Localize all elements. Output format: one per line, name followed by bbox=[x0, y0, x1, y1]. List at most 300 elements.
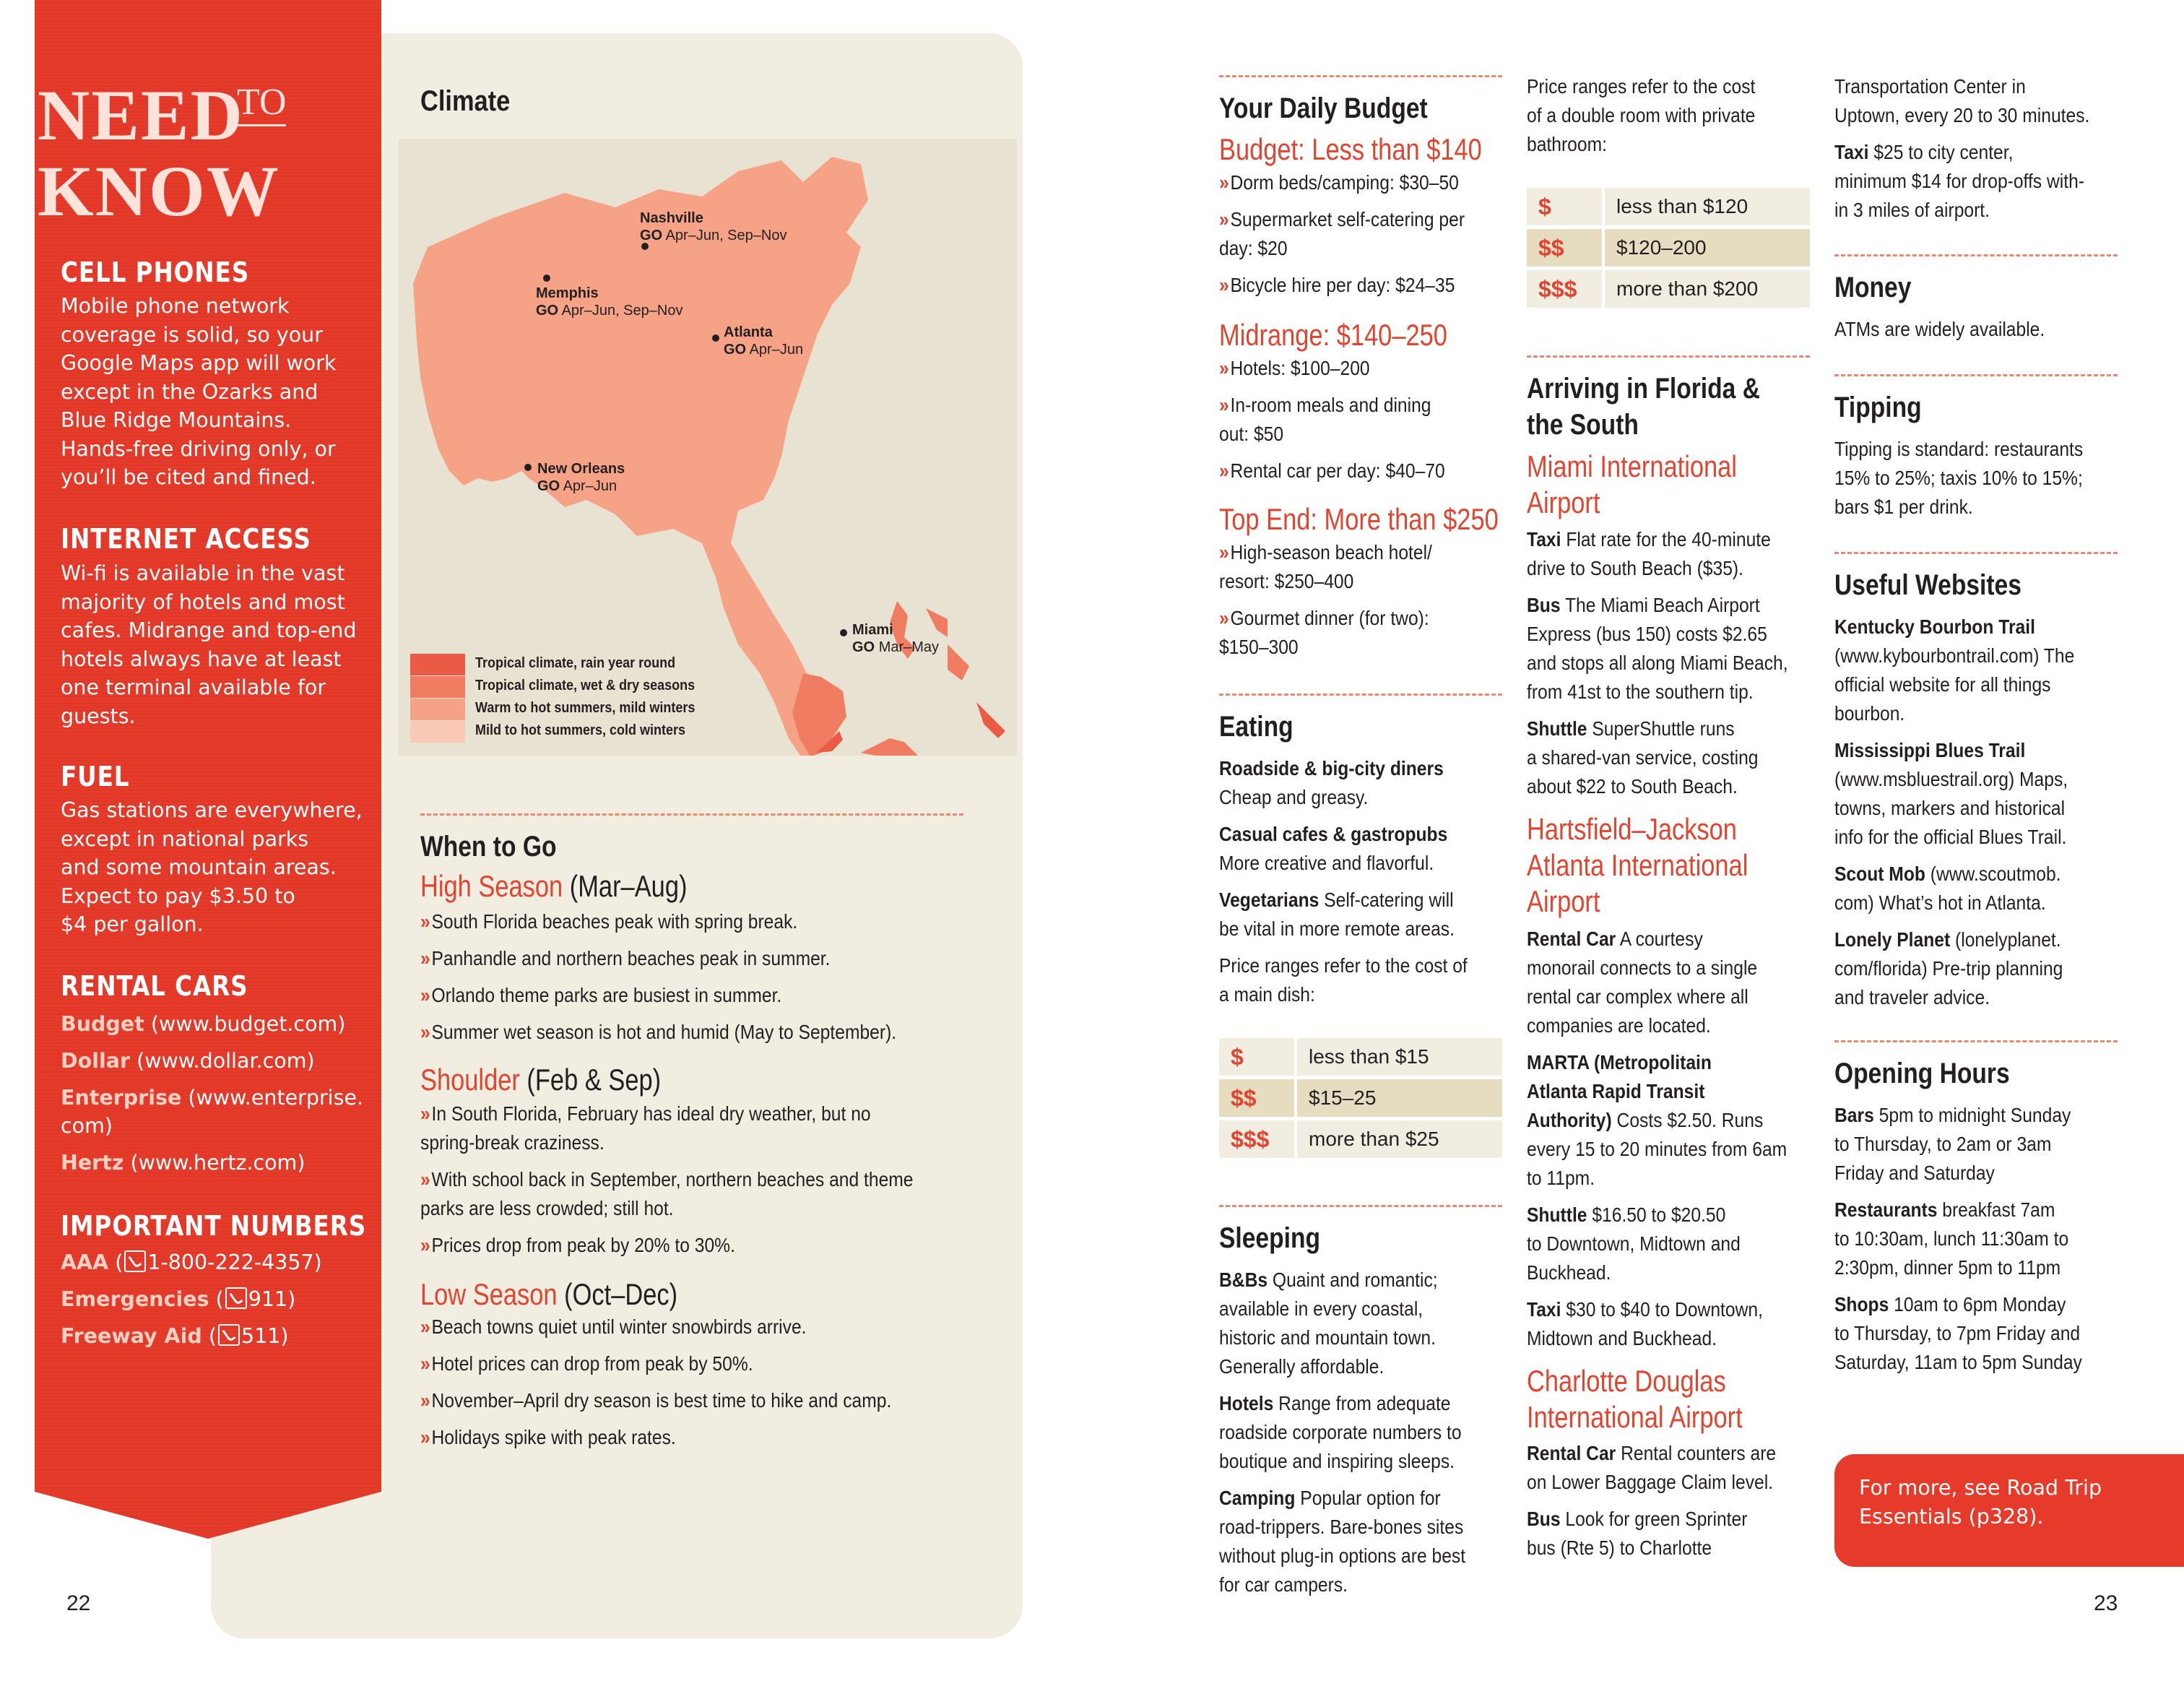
budget-lines-item bbox=[1219, 271, 1455, 300]
rental-car-item bbox=[61, 1149, 306, 1177]
vegetarians-text: Self-catering will bbox=[1319, 889, 1454, 911]
atl-lines-line bbox=[1527, 1106, 1763, 1135]
low-items-item bbox=[420, 1313, 807, 1341]
mid-lines-text: Rental car per day: $40–70 bbox=[1230, 459, 1445, 482]
top-lines-item bbox=[1219, 633, 1299, 662]
web-lines-text: com) What’s hot in Atlanta. bbox=[1834, 891, 2046, 914]
eating-price-note: Price ranges refer to the cost of bbox=[1219, 954, 1468, 977]
nashville-label: Nashville GO Apr–Jun, Sep–Nov bbox=[640, 210, 787, 243]
clt-lines-line bbox=[1527, 1505, 1747, 1534]
col4-top-line bbox=[1834, 101, 2089, 130]
clt-lines-text: Look for green Sprinter bbox=[1560, 1508, 1748, 1530]
atlanta-airport-title-line-3: Airport bbox=[1527, 884, 1600, 918]
price-symbol: $ bbox=[1219, 1038, 1294, 1076]
chevron-icon: » bbox=[420, 1168, 428, 1190]
atl-lines-line bbox=[1527, 1077, 1704, 1106]
hours-lines-bold: Shops bbox=[1834, 1293, 1889, 1315]
eating-item-bold: Roadside & big-city diners bbox=[1219, 757, 1444, 779]
mid-lines-item bbox=[1219, 391, 1431, 420]
hours-lines-line bbox=[1834, 1130, 2051, 1159]
divider bbox=[1834, 254, 2118, 256]
col4-top-line bbox=[1834, 196, 1990, 225]
phone-icon bbox=[218, 1324, 240, 1346]
rental-cars-heading: RENTAL CARS bbox=[61, 970, 248, 1002]
web-lines-line bbox=[1834, 641, 2074, 670]
sidebar-title-know: KNOW bbox=[38, 151, 280, 231]
room-note-line: Price ranges refer to the cost bbox=[1527, 75, 1756, 98]
top-lines-text: High-season beach hotel/ bbox=[1230, 541, 1432, 563]
rental-car-item bbox=[61, 1047, 315, 1076]
hours-lines-text: to Thursday, to 2am or 3am bbox=[1834, 1133, 2052, 1155]
page-number-right: 23 bbox=[2094, 1591, 2118, 1615]
chevron-icon: » bbox=[420, 984, 428, 1006]
hours-lines-line bbox=[1834, 1196, 2055, 1224]
sleeping-lines-bold: Hotels bbox=[1219, 1392, 1274, 1414]
web-lines-line bbox=[1834, 794, 2065, 823]
atlanta-dot bbox=[712, 334, 719, 342]
clt-lines-line bbox=[1527, 1468, 1773, 1497]
top-lines-item bbox=[1219, 538, 1432, 567]
miami-lines-text: from 41st to the southern tip. bbox=[1527, 680, 1754, 703]
budget-lines-text: Supermarket self-catering per bbox=[1230, 208, 1465, 230]
high-items-item bbox=[420, 907, 797, 936]
legend-swatch bbox=[410, 654, 465, 675]
cell-lines-line: you’ll be cited and fined. bbox=[61, 465, 316, 489]
internet-lines-line: majority of hotels and most bbox=[61, 589, 345, 614]
web-lines-bold: Kentucky Bourbon Trail bbox=[1834, 615, 2035, 638]
mid-lines-item bbox=[1219, 420, 1283, 449]
internet-lines-line: hotels always have at least bbox=[61, 647, 342, 671]
mid-lines-text: Hotels: $100–200 bbox=[1230, 357, 1370, 379]
internet-lines-line: guests. bbox=[61, 704, 136, 728]
high-items-item bbox=[420, 1018, 896, 1047]
fuel-lines-line: $4 per gallon. bbox=[61, 912, 204, 936]
hours-lines-text: to 10:30am, lunch 11:30am to bbox=[1834, 1227, 2069, 1250]
col4-top-bold: Taxi bbox=[1834, 141, 1869, 163]
important-number-name: Emergencies bbox=[61, 1287, 209, 1311]
high-items-text: Orlando theme parks are busiest in summer. bbox=[431, 984, 782, 1006]
chevron-icon: » bbox=[420, 1352, 428, 1375]
sleeping-title: Sleeping bbox=[1219, 1222, 1321, 1254]
atl-lines-text: monorail connects to a single bbox=[1527, 956, 1758, 979]
miami-dot bbox=[840, 629, 847, 636]
sleeping-lines-text: Generally affordable. bbox=[1219, 1355, 1384, 1378]
charlotte-airport-title-line-2: International Airport bbox=[1527, 1400, 1743, 1434]
tipping-title: Tipping bbox=[1834, 392, 1922, 423]
legend-label: Tropical climate, wet & dry seasons bbox=[475, 678, 696, 693]
miami-lines-text: Flat rate for the 40-minute bbox=[1561, 528, 1771, 550]
atl-lines-text: $16.50 to $20.50 bbox=[1587, 1204, 1726, 1226]
miami-lines-text: SuperShuttle runs bbox=[1587, 717, 1735, 740]
price-value: more than $200 bbox=[1605, 270, 1810, 308]
vegetarians-line-2: be vital in more remote areas. bbox=[1219, 917, 1455, 940]
price-symbol: $$ bbox=[1527, 229, 1602, 267]
miami-lines-line bbox=[1527, 743, 1758, 772]
hours-lines-text: 10am to 6pm Monday bbox=[1889, 1293, 2066, 1315]
divider bbox=[1219, 1205, 1502, 1207]
web-lines-text: (www.scoutmob. bbox=[1925, 863, 2061, 885]
web-lines-text: official website for all things bbox=[1834, 673, 2051, 696]
chevron-icon: » bbox=[1219, 171, 1227, 194]
hours-lines-bold: Bars bbox=[1834, 1104, 1874, 1126]
sleeping-lines-line bbox=[1219, 1352, 1384, 1381]
low-items-text: November–April dry season is best time to hike and camp. bbox=[431, 1389, 892, 1412]
web-lines-line bbox=[1834, 699, 1904, 728]
atl-lines-bold: Shuttle bbox=[1527, 1204, 1587, 1226]
atl-lines-text: Buckhead. bbox=[1527, 1261, 1611, 1284]
price-row bbox=[1219, 1079, 1502, 1117]
atlanta-label: Atlanta GO Apr–Jun bbox=[724, 324, 804, 358]
atl-lines-line bbox=[1527, 1295, 1763, 1324]
web-lines-line bbox=[1834, 670, 2050, 699]
miami-lines-bold: Taxi bbox=[1527, 528, 1561, 550]
miami-lines-line bbox=[1527, 772, 1738, 801]
chevron-icon: » bbox=[420, 910, 428, 933]
sleeping-lines-text: road-trippers. Bare-bones sites bbox=[1219, 1516, 1464, 1538]
phone-icon bbox=[124, 1250, 146, 1272]
mid-lines-text: out: $50 bbox=[1219, 423, 1284, 445]
vegetarians-bold: Vegetarians bbox=[1219, 889, 1320, 911]
important-number-value: 911) bbox=[248, 1287, 296, 1311]
miami-airport-title-line-2: Airport bbox=[1527, 485, 1600, 519]
internet-lines-line: cafes. Midrange and top-end bbox=[61, 618, 357, 642]
price-row bbox=[1527, 229, 1810, 267]
atl-lines-line bbox=[1527, 1164, 1595, 1193]
eating-title: Eating bbox=[1219, 711, 1294, 743]
mid-lines-item bbox=[1219, 457, 1445, 485]
cell-lines-line: Blue Ridge Mountains. bbox=[61, 408, 292, 432]
memphis-label: Memphis GO Apr–Jun, Sep–Nov bbox=[536, 285, 683, 319]
hours-lines-line bbox=[1834, 1159, 1995, 1188]
high-items-item bbox=[420, 944, 831, 973]
hours-lines-text: breakfast 7am bbox=[1937, 1198, 2055, 1221]
atl-lines-line bbox=[1527, 954, 1757, 982]
sidebar-title-need: NEED bbox=[38, 75, 244, 155]
top-lines-item bbox=[1219, 604, 1429, 633]
sleeping-lines-line bbox=[1219, 1447, 1455, 1476]
web-lines-line bbox=[1834, 613, 2035, 641]
web-lines-text: bourbon. bbox=[1834, 702, 1905, 725]
budget-lines-item bbox=[1219, 168, 1459, 197]
chevron-icon: » bbox=[420, 947, 428, 969]
cell-lines-line: coverage is solid, so your bbox=[61, 322, 323, 347]
atl-lines-bold: MARTA (Metropolitain bbox=[1527, 1051, 1712, 1073]
top-lines-text: Gourmet dinner (for two): bbox=[1230, 607, 1429, 629]
hours-lines-text: 5pm to midnight Sunday bbox=[1873, 1104, 2071, 1126]
sleeping-lines-text: Range from adequate bbox=[1273, 1392, 1451, 1414]
web-lines-text: info for the official Blues Trail. bbox=[1834, 826, 2067, 848]
rental-car-url: (www.budget.com) bbox=[144, 1012, 346, 1036]
page-number-left: 22 bbox=[66, 1591, 91, 1615]
shoulder-items-text: spring-break craziness. bbox=[420, 1131, 604, 1154]
hours-lines-line bbox=[1834, 1101, 2071, 1130]
price-row bbox=[1527, 188, 1810, 225]
miami-lines-line bbox=[1527, 620, 1767, 649]
col4-top-line bbox=[1834, 72, 2026, 101]
price-row bbox=[1219, 1120, 1502, 1158]
new-orleans-label: New Orleans GO Apr–Jun bbox=[537, 461, 625, 494]
shoulder-items-item bbox=[420, 1099, 871, 1128]
divider bbox=[1219, 693, 1502, 696]
miami-lines-bold: Bus bbox=[1527, 594, 1561, 616]
important-number-item bbox=[61, 1248, 322, 1277]
midrange-tier-title: Midrange: $140–250 bbox=[1219, 318, 1447, 352]
rental-car-url: (www.dollar.com) bbox=[130, 1049, 315, 1073]
chevron-icon: » bbox=[420, 1389, 428, 1412]
miami-airport-title-line-1: Miami International bbox=[1527, 449, 1737, 483]
low-items-text: Beach towns quiet until winter snowbirds arrive. bbox=[431, 1315, 807, 1338]
budget-tier-title: Budget: Less than $140 bbox=[1219, 132, 1482, 166]
sleeping-lines-text: available in every coastal, bbox=[1219, 1297, 1424, 1320]
chevron-icon: » bbox=[1219, 357, 1227, 379]
money-title: Money bbox=[1834, 272, 1912, 303]
clt-lines-text: bus (Rte 5) to Charlotte bbox=[1527, 1537, 1712, 1559]
rental-car-name: Enterprise bbox=[61, 1086, 182, 1110]
vegetarians-line bbox=[1219, 886, 1454, 915]
atl-lines-text: companies are located. bbox=[1527, 1014, 1711, 1037]
miami-lines-text: drive to South Beach ($35). bbox=[1527, 557, 1743, 579]
divider bbox=[420, 813, 963, 816]
miami-lines-line bbox=[1527, 714, 1735, 743]
important-number-name: AAA bbox=[61, 1250, 109, 1274]
tipping-line: bars $1 per drink. bbox=[1834, 496, 1973, 518]
chevron-icon: » bbox=[420, 1021, 428, 1043]
atl-lines-text: Midtown and Buckhead. bbox=[1527, 1327, 1717, 1349]
miami-lines-line bbox=[1527, 649, 1788, 678]
hours-lines-text: to Thursday, to 7pm Friday and bbox=[1834, 1322, 2081, 1344]
col4-top-text: in 3 miles of airport. bbox=[1834, 199, 1990, 221]
shoulder-items-text: In South Florida, February has ideal dry weather, but no bbox=[431, 1102, 871, 1125]
web-lines-text: (lonelyplanet. bbox=[1950, 928, 2061, 951]
web-lines-bold: Scout Mob bbox=[1834, 863, 1925, 885]
when-to-go-title: When to Go bbox=[420, 831, 557, 863]
price-value: less than $15 bbox=[1297, 1038, 1502, 1076]
price-value: $15–25 bbox=[1297, 1079, 1502, 1117]
sleeping-lines-line bbox=[1219, 1323, 1436, 1352]
top-lines-text: resort: $250–400 bbox=[1219, 570, 1354, 592]
tipping-line: 15% to 25%; taxis 10% to 15%; bbox=[1834, 467, 2083, 489]
shoulder-items-item bbox=[420, 1231, 735, 1260]
miami-lines-line bbox=[1527, 678, 1754, 706]
shoulder-items-text: parks are less crowded; still hot. bbox=[420, 1197, 674, 1219]
atl-lines-line bbox=[1527, 925, 1703, 954]
miami-lines-text: The Miami Beach Airport bbox=[1560, 594, 1760, 616]
atl-lines-bold: Authority) bbox=[1527, 1109, 1612, 1131]
miami-label: Miami GO Mar–May bbox=[852, 622, 940, 655]
arriving-title-line-1: Arriving in Florida & bbox=[1527, 373, 1760, 405]
sleeping-lines-line bbox=[1219, 1513, 1463, 1542]
web-lines-line bbox=[1834, 889, 2046, 917]
rental-car-item bbox=[61, 1112, 113, 1141]
sleeping-lines-bold: Camping bbox=[1219, 1487, 1296, 1509]
low-season-title: Low Season (Oct–Dec) bbox=[420, 1277, 678, 1311]
chevron-icon: » bbox=[1219, 274, 1227, 296]
rental-car-url: (www.hertz.com) bbox=[124, 1151, 306, 1175]
atl-lines-line bbox=[1527, 1011, 1711, 1040]
chevron-icon: » bbox=[420, 1426, 428, 1448]
rental-car-name: Hertz bbox=[61, 1151, 124, 1175]
sleeping-lines-text: boutique and inspiring sleeps. bbox=[1219, 1450, 1455, 1472]
hours-lines-bold: Restaurants bbox=[1834, 1198, 1938, 1221]
miami-lines-line bbox=[1527, 525, 1771, 554]
hours-lines-line bbox=[1834, 1224, 2068, 1253]
miami-lines-text: and stops all along Miami Beach, bbox=[1527, 652, 1788, 674]
important-number-paren: ( bbox=[202, 1324, 217, 1348]
cell-lines-line: Hands-free driving only, or bbox=[61, 436, 336, 461]
eating-item-bold: Casual cafes & gastropubs bbox=[1219, 823, 1448, 845]
miami-lines-text: about $22 to South Beach. bbox=[1527, 775, 1738, 798]
chevron-icon: » bbox=[1219, 208, 1227, 230]
road-trip-essentials-text: For more, see Road Trip Essentials (p328). bbox=[1859, 1476, 2102, 1529]
chevron-icon: » bbox=[1219, 541, 1227, 563]
daily-budget-title: Your Daily Budget bbox=[1219, 92, 1428, 124]
budget-lines-text: Dorm beds/camping: $30–50 bbox=[1230, 171, 1459, 194]
price-symbol: $$$ bbox=[1219, 1120, 1294, 1158]
clt-lines-bold: Bus bbox=[1527, 1508, 1561, 1530]
col4-top-text: minimum $14 for drop-offs with- bbox=[1834, 170, 2085, 192]
atl-lines-line bbox=[1527, 1135, 1787, 1164]
sleeping-lines-text: Popular option for bbox=[1295, 1487, 1441, 1509]
rental-car-url: com) bbox=[61, 1114, 113, 1138]
price-symbol: $$ bbox=[1219, 1079, 1294, 1117]
sleeping-lines-text: historic and mountain town. bbox=[1219, 1326, 1436, 1349]
shoulder-items-item bbox=[420, 1128, 604, 1157]
clt-lines-text: Rental counters are bbox=[1616, 1442, 1777, 1464]
sidebar-title-to: TO bbox=[237, 81, 286, 126]
room-note-line: of a double room with private bbox=[1527, 104, 1756, 126]
divider bbox=[1527, 355, 1810, 358]
climate-title: Climate bbox=[420, 85, 511, 117]
price-row bbox=[1219, 1038, 1502, 1076]
web-lines-text: and traveler advice. bbox=[1834, 986, 1990, 1008]
legend-label: Warm to hot summers, mild winters bbox=[475, 700, 696, 716]
fuel-lines-line: except in national parks bbox=[61, 826, 309, 851]
chevron-icon: » bbox=[1219, 394, 1227, 416]
rental-car-item bbox=[61, 1084, 363, 1112]
atl-lines-text: Costs $2.50. Runs bbox=[1611, 1109, 1764, 1131]
atl-lines-bold: Atlanta Rapid Transit bbox=[1527, 1080, 1705, 1102]
sleeping-lines-text: Quaint and romantic; bbox=[1268, 1269, 1438, 1291]
hours-lines-text: Friday and Saturday bbox=[1834, 1162, 1995, 1184]
opening-hours-title: Opening Hours bbox=[1834, 1058, 2010, 1089]
caribbean-islands-east bbox=[976, 702, 1005, 738]
atl-lines-text: to 11pm. bbox=[1527, 1167, 1595, 1189]
cell-lines-line: except in the Ozarks and bbox=[61, 379, 318, 404]
chevron-icon: » bbox=[1219, 459, 1227, 482]
important-number-item bbox=[61, 1285, 295, 1314]
fuel-lines-line: and some mountain areas. bbox=[61, 855, 337, 879]
internet-heading: INTERNET ACCESS bbox=[61, 523, 311, 555]
budget-lines-text: Bicycle hire per day: $24–35 bbox=[1230, 274, 1455, 296]
memphis-dot bbox=[543, 275, 550, 282]
atl-lines-text: every 15 to 20 minutes from 6am bbox=[1527, 1138, 1788, 1160]
sleeping-lines-line bbox=[1219, 1266, 1438, 1295]
mid-lines-item bbox=[1219, 354, 1370, 383]
web-lines-line bbox=[1834, 736, 2025, 765]
internet-lines-line: Wi-fi is available in the vast bbox=[61, 561, 345, 585]
sleeping-lines-text: without plug-in options are best bbox=[1219, 1544, 1466, 1567]
miami-lines-bold: Shuttle bbox=[1527, 717, 1587, 740]
high-items-item bbox=[420, 981, 781, 1010]
price-row bbox=[1527, 270, 1810, 308]
clt-lines-line bbox=[1527, 1534, 1712, 1563]
divider bbox=[1834, 374, 2118, 376]
chevron-icon: » bbox=[1219, 607, 1227, 629]
budget-lines-item bbox=[1219, 205, 1465, 234]
chevron-icon: » bbox=[420, 1102, 428, 1125]
important-number-paren: ( bbox=[108, 1250, 124, 1274]
useful-websites-title: Useful Websites bbox=[1834, 569, 2022, 601]
miami-lines-text: Express (bus 150) costs $2.65 bbox=[1527, 623, 1767, 645]
miami-lines-line bbox=[1527, 591, 1760, 620]
internet-lines-line: one terminal available for bbox=[61, 675, 326, 699]
eating-price-note: a main dish: bbox=[1219, 983, 1315, 1006]
top-end-tier-title: Top End: More than $250 bbox=[1219, 502, 1499, 536]
chevron-icon: » bbox=[420, 1315, 428, 1338]
fuel-lines-line: Gas stations are everywhere, bbox=[61, 798, 363, 822]
sleeping-lines-line bbox=[1219, 1570, 1348, 1599]
web-lines-text: (www.kybourbontrail.com) The bbox=[1834, 644, 2075, 667]
price-symbol: $ bbox=[1527, 188, 1602, 225]
sleeping-lines-line bbox=[1219, 1542, 1465, 1570]
cell-phones-heading: CELL PHONES bbox=[61, 256, 250, 288]
divider bbox=[1834, 552, 2118, 554]
rental-car-item bbox=[61, 1010, 345, 1039]
web-lines-line bbox=[1834, 925, 2061, 954]
sleeping-lines-line bbox=[1219, 1389, 1451, 1418]
hours-lines-text: Saturday, 11am to 5pm Sunday bbox=[1834, 1351, 2082, 1373]
atl-lines-text: A courtesy bbox=[1616, 928, 1703, 950]
shoulder-items-item bbox=[420, 1165, 914, 1194]
important-number-name: Freeway Aid bbox=[61, 1324, 202, 1348]
shoulder-items-text: Prices drop from peak by 20% to 30%. bbox=[431, 1234, 735, 1256]
hours-lines-line bbox=[1834, 1290, 2066, 1319]
eating-item-text: Cheap and greasy. bbox=[1219, 786, 1369, 808]
important-number-value: 511) bbox=[240, 1324, 289, 1348]
col4-top-line bbox=[1834, 167, 2084, 196]
top-lines-item bbox=[1219, 567, 1353, 596]
sleeping-lines-text: roadside corporate numbers to bbox=[1219, 1421, 1462, 1443]
low-items-item bbox=[420, 1386, 891, 1415]
legend-swatch bbox=[410, 699, 465, 720]
important-numbers-heading: IMPORTANT NUMBERS bbox=[61, 1210, 367, 1242]
atlanta-airport-title-line-2: Atlanta International bbox=[1527, 848, 1748, 882]
rental-car-url: (www.enterprise. bbox=[181, 1086, 364, 1110]
high-items-text: Summer wet season is hot and humid (May to September). bbox=[431, 1021, 897, 1043]
shoulder-title: Shoulder (Feb & Sep) bbox=[420, 1063, 662, 1097]
hours-lines-line bbox=[1834, 1348, 2082, 1377]
cell-lines-line: Google Maps app will work bbox=[61, 351, 337, 375]
sleeping-lines-line bbox=[1219, 1295, 1423, 1323]
atl-lines-text: rental car complex where all bbox=[1527, 985, 1748, 1008]
charlotte-airport-title-line-1: Charlotte Douglas bbox=[1527, 1364, 1726, 1398]
hours-lines-line bbox=[1834, 1319, 2080, 1348]
mid-lines-text: In-room meals and dining bbox=[1230, 394, 1431, 416]
high-items-text: South Florida beaches peak with spring break. bbox=[431, 910, 798, 933]
important-number-paren: ( bbox=[209, 1287, 224, 1311]
money-text: ATMs are widely available. bbox=[1834, 318, 2045, 340]
atl-lines-text: $30 to $40 to Downtown, bbox=[1561, 1298, 1763, 1321]
budget-lines-item bbox=[1219, 234, 1288, 263]
low-items-item bbox=[420, 1349, 753, 1378]
arriving-title-line-2: the South bbox=[1527, 409, 1639, 441]
atl-lines-bold: Taxi bbox=[1527, 1298, 1561, 1321]
web-lines-line bbox=[1834, 823, 2066, 852]
budget-lines-text: day: $20 bbox=[1219, 237, 1288, 259]
cell-lines-line: Mobile phone network bbox=[61, 294, 290, 318]
high-items-text: Panhandle and northern beaches peak in summer. bbox=[431, 947, 831, 969]
web-lines-line bbox=[1834, 954, 2063, 983]
